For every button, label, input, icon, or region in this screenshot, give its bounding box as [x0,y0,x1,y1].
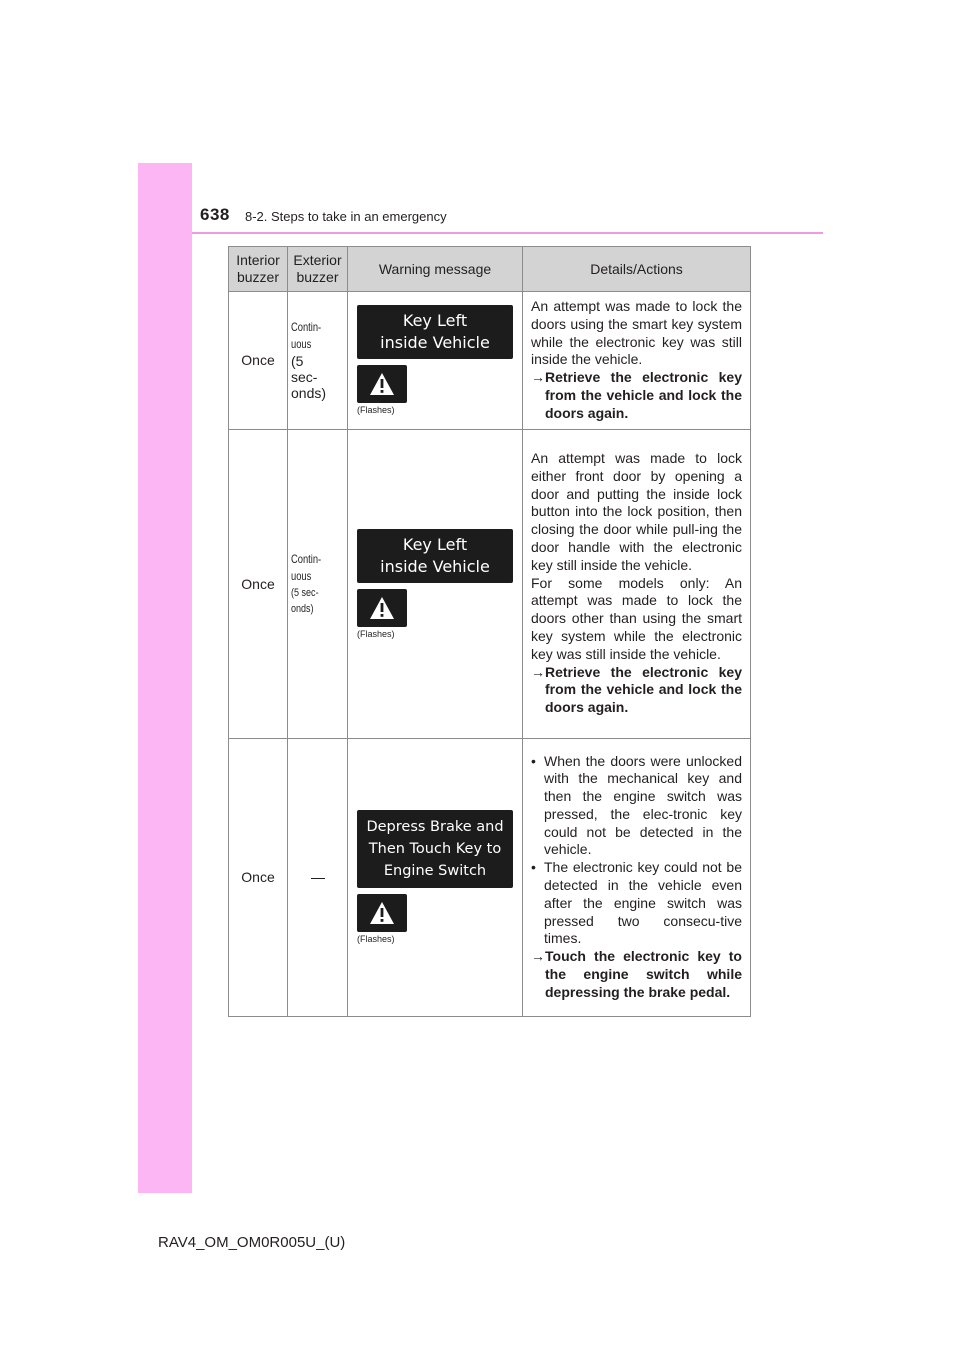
arrow-icon: → [531,663,545,680]
action-line [531,369,742,422]
exterior-line: (5 [291,353,304,370]
interior-buzzer-cell: Once [229,429,288,738]
flashes-label: (Flashes) [357,405,395,416]
exterior-line: uous [291,337,312,352]
message-line: Depress Brake and [366,819,504,836]
message-line: inside Vehicle [380,333,490,353]
message-line: Key Left [402,534,468,554]
warning-message-cell [348,429,523,738]
bullet-mark: • [531,859,536,876]
bullet-item [531,753,742,860]
warning-message-display [357,529,513,583]
details-text: An attempt was made to lock the doors using the smart key system while the electronic key was still inside the vehicle. [531,298,742,368]
action-text: Retrieve the electronic key from the vehicle and lock the doors again. [545,663,742,716]
details-cell [523,429,751,738]
warning-icon-group [357,365,513,415]
exterior-buzzer-cell [288,429,348,738]
bullet-mark: • [531,752,536,769]
exterior-buzzer-cell [288,738,348,1016]
warning-triangle-icon [357,894,407,932]
exterior-line: onds) [291,602,314,615]
warning-message-cell [348,738,523,1016]
message-line: Key Left [402,311,468,331]
exterior-line: Contin- [291,551,322,566]
action-line [531,948,742,1001]
page-number: 638 [200,205,230,224]
column-header-exterior: Exterior buzzer [288,247,348,292]
warning-table [228,246,751,1017]
warning-message-cell [348,292,523,430]
message-line: Engine Switch [383,863,487,880]
interior-buzzer-cell: Once [229,292,288,430]
column-header-message: Warning message [348,247,523,292]
table-row [229,429,751,738]
flashes-label: (Flashes) [357,628,395,639]
interior-buzzer-cell: Once [229,738,288,1016]
column-header-interior: Interior buzzer [229,247,288,292]
arrow-icon: → [531,948,545,965]
details-cell [523,738,751,1016]
footer-code: RAV4_OM_OM0R005U_(U) [158,1234,346,1251]
warning-triangle-icon [357,589,407,627]
section-title: 8-2. Steps to take in an emergency [245,209,447,224]
exterior-buzzer-cell [288,292,348,430]
action-text: Touch the electronic key to the engine switch while depressing the brake pedal. [545,948,742,1000]
warning-icon-group [357,589,513,639]
bullet-text: The electronic key could not be detected in the vehicle even after the engine switch was pressed two consecu-tive times. [544,859,742,947]
bullet-text: When the doors were unlocked with the mechanical key and then the engine switch was pressed, the elec-tronic key could not be detected in the vehicle. [544,752,742,858]
details-text: For some models only: An attempt was made to lock the doors other than using the smart key system while the electronic key was still inside the vehicle. [531,574,742,662]
details-text: An attempt was made to lock either front door by opening a door and putting the inside lock button into the lock position, then closing the door while pull-ing the door handle with the electronic key still inside the vehicle. [531,450,742,573]
column-header-details: Details/Actions [523,247,751,292]
message-line: inside Vehicle [380,556,490,576]
table-row [229,292,751,430]
exterior-line: sec- [291,369,318,386]
warning-icon-group [357,894,513,944]
side-color-bar [138,163,192,1193]
action-line [531,664,742,717]
dash-mark [311,878,325,879]
table-row [229,738,751,1016]
message-line: Then Touch Key to [368,841,502,858]
bullet-item [531,859,742,948]
action-text: Retrieve the electronic key from the vehicle and lock the doors again. [545,369,742,421]
exterior-line: uous [291,568,312,583]
arrow-icon: → [531,369,545,386]
details-cell [523,292,751,430]
warning-message-display [357,810,513,888]
header-divider [192,232,823,234]
flashes-label: (Flashes) [357,934,395,945]
warning-triangle-icon [357,365,407,403]
table-header-row [229,247,751,292]
warning-message-display [357,305,513,359]
exterior-line: (5 sec- [291,586,319,599]
exterior-line: onds) [291,385,327,402]
exterior-line: Contin- [291,320,322,335]
